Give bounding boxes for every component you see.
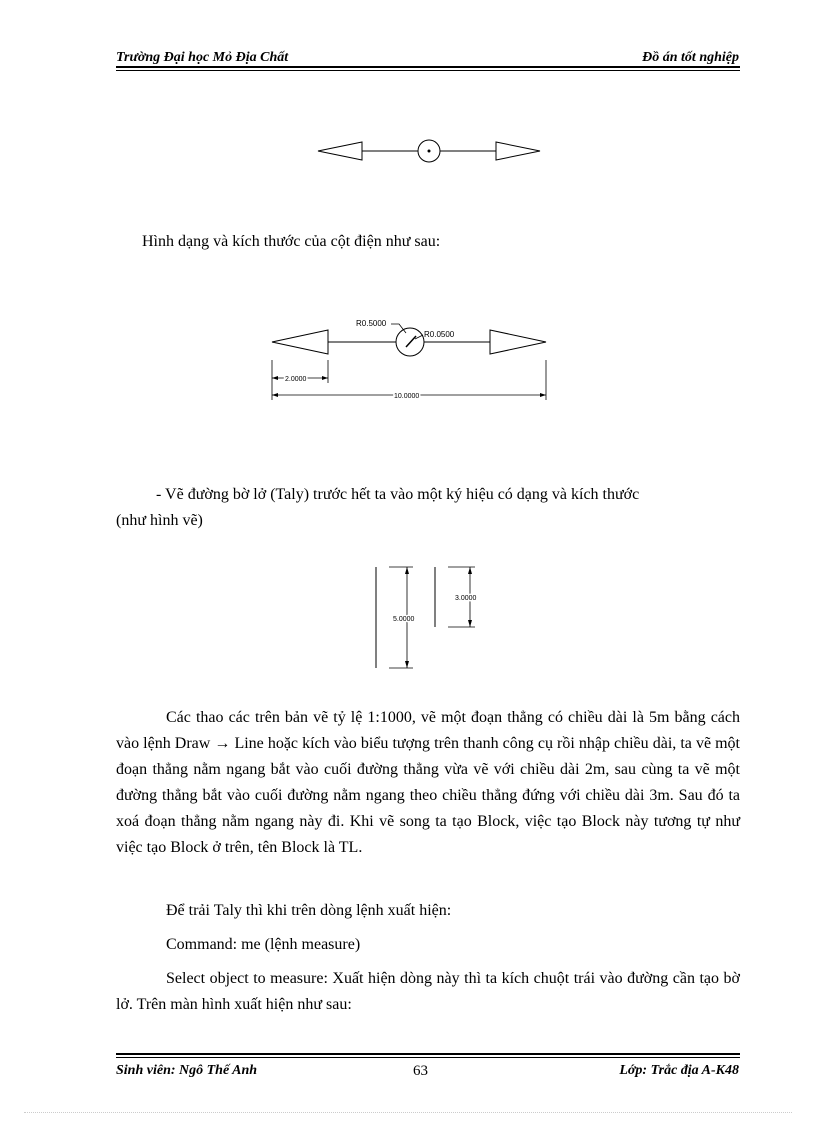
header-rule <box>116 66 740 68</box>
page-bottom-border <box>24 1112 792 1113</box>
label-r-outer: R0.5000 <box>356 319 387 328</box>
right-arrow-triangle <box>496 142 540 160</box>
text-shape-size: Hình dạng và kích thước của cột điện như sau: <box>142 233 441 250</box>
pole-dimension-figure <box>260 315 560 405</box>
footer-student: Sinh viên: Ngô Thế Anh <box>116 1063 258 1078</box>
footer-rule-thin <box>116 1057 740 1058</box>
leader-r-outer <box>391 324 406 333</box>
radius-line <box>406 336 416 347</box>
paragraph-procedure: Các thao các trên bản vẽ tỷ lệ 1:1000, vẽ một đoạn thẳng có chiều dài là 5m bằng cách vào lệnh Draw → Line hoặc kích vào biểu tượng trên thanh công cụ rồi nhập chiều dài, ta vẽ một đoạn thẳng nằm ngang bắt vào cuối đường thẳng vừa vẽ với chiều dài 2m, sau cùng ta vẽ một đường thẳng bắt vào cuối đường nằm ngang theo chiều thẳng đứng với chiều dài 3m. Sau đó ta xoá đoạn thẳng nằm ngang này đi. Khi vẽ song ta tạo Block, việc tạo Block này tương tự như việc tạo Block ở trên, tên Block là TL. <box>116 709 740 856</box>
footer-class: Lớp: Trắc địa A-K48 <box>619 1063 739 1078</box>
header-title: Đồ án tốt nghiệp <box>642 50 739 65</box>
text-taly-intro: - Vẽ đường bờ lở (Taly) trước hết ta vào một ký hiệu có dạng và kích thước <box>156 486 640 503</box>
dim-label-long: 5.0000 <box>393 616 415 623</box>
paragraph-taly-command: Để trải Taly thì khi trên dòng lệnh xuất hiện: <box>166 902 452 919</box>
footer-rule <box>116 1053 740 1055</box>
taly-symbol-figure <box>365 562 495 674</box>
left-arrow-triangle <box>318 142 362 160</box>
paragraph-select-object: Select object to measure: Xuất hiện dòng này thì ta kích chuột trái vào đường cần tạo bờ lở. Trên màn hình xuất hiện như sau: <box>116 970 740 1013</box>
text-taly-intro-cont: (như hình vẽ) <box>116 512 203 529</box>
paragraph-command-me: Command: me (lệnh measure) <box>166 936 361 953</box>
leader-r-inner <box>415 335 423 339</box>
left-arrow-triangle <box>272 330 328 354</box>
footer-page-number: 63 <box>413 1063 428 1079</box>
header-rule-thin <box>116 70 740 71</box>
header-school: Trường Đại học Mỏ Địa Chất <box>116 50 289 65</box>
pole-center-dot <box>428 150 431 153</box>
dim-label-short: 3.0000 <box>455 595 477 602</box>
dim-label-short: 2.0000 <box>285 376 307 383</box>
pole-symbol-figure <box>310 135 550 167</box>
right-arrow-triangle <box>490 330 546 354</box>
label-r-inner: R0.0500 <box>424 330 455 339</box>
dim-label-long: 10.0000 <box>394 393 420 400</box>
